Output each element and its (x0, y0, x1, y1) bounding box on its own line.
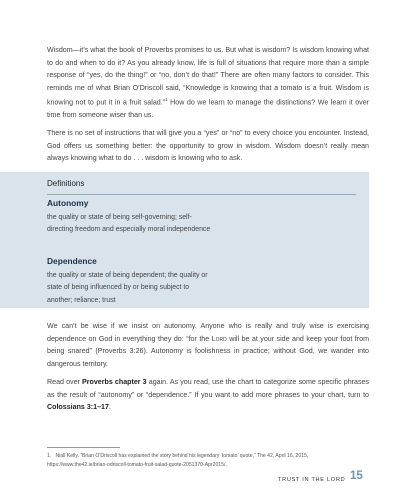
paragraph-text: . (108, 403, 111, 412)
paragraph-text: We can’t be wise if we insist on autonomy. Anyone who is really and truly wise is exercising dependence on God in everything they do: “for the (47, 322, 369, 343)
paragraph-text: Read over (47, 378, 83, 386)
paragraph-text: Wisdom—it’s what the book of Proverbs promises to us. But what is wisdom? Is wisdom knowing what to do and when to do it? As you already know, life is full of situations that require more than a simple response of “yes, do the thing!” or “no, don’t do that!” There are often many factors to consider. This reminds me of what Brian O’Driscoll said, “Knowledge is knowing that a tomato is a fruit. Wisdom is knowing not to put it in a fruit salad.” (47, 46, 369, 107)
footnote-number: 1. (47, 453, 52, 459)
definition-autonomy: the quality or state of being self-governing; self-directing freedom and especially moral independence (47, 214, 211, 234)
term-dependence: Dependence (47, 256, 97, 266)
definitions-box (0, 172, 369, 308)
footnote (47, 452, 367, 469)
paragraph-text: will be at your side and keep your foot from being snared” (Proverbs 3:26). Autonomy is foolishness in practice; without God, we wander into dangerous territory. (47, 334, 369, 368)
term-autonomy: Autonomy (47, 198, 89, 208)
paragraph-wisdom-intro (47, 44, 369, 122)
definitions-divider (47, 194, 356, 195)
paragraph-autonomy (47, 320, 369, 370)
running-footer: TRUST IN THE LORD (278, 477, 346, 483)
paragraph-no-instructions: There is no set of instructions that will give you a “yes” or “no” to every choice you encounter. Instead, God offers us something better: the opportunity to grow in wisdom. Wisdom doesn’t really mean always knowing what to do . . . wisdom is knowing who to ask. (47, 129, 369, 163)
scripture-reference-proverbs: Proverbs chapter 3 (82, 378, 147, 386)
page-number: 15 (350, 470, 363, 482)
scripture-reference-colossians: Colossians 3:1–17 (47, 403, 109, 412)
definitions-title: Definitions (47, 179, 85, 188)
paragraph-read-proverbs (47, 376, 369, 414)
footnote-text: Niall Kelly, “Brian O’Driscoll has explained the story behind his legendary ‘tomato’ quote,” The 42, April 16, 2015, https://www.the42.ie/brian-odriscoll-tomato-fruit-salad-quote-2051370-Apr2015/. (47, 453, 309, 468)
paragraph-text: How do we learn to manage the distinctions? We learn it over time from someone wiser than us. (47, 98, 370, 120)
footnote-reference[interactable]: 1 (165, 97, 168, 103)
footnote-divider (47, 447, 120, 448)
definition-dependence: the quality or state of being dependent; the quality or state of being influenced by or being subject to another; reliance; trust (47, 272, 208, 304)
paragraph-text: again. As you read, use the chart to categorize some specific phrases as the result of “autonomy” or “dependence.” If you want to add more phrases to your chart, turn to (47, 378, 369, 399)
lord-small-caps: Lord (211, 334, 227, 343)
